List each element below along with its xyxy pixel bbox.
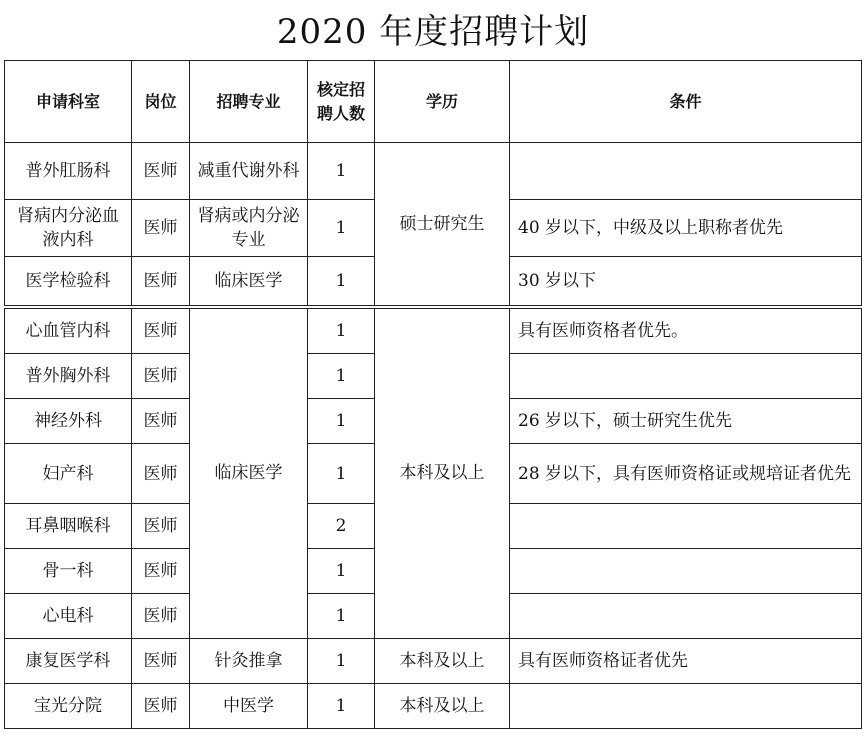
header-major: 招聘专业 bbox=[190, 61, 308, 143]
count-cell: 2 bbox=[308, 504, 375, 549]
header-post: 岗位 bbox=[132, 61, 190, 143]
header-cond: 条件 bbox=[510, 61, 862, 143]
count-cell: 1 bbox=[308, 684, 375, 729]
major-cell: 中医学 bbox=[190, 684, 308, 729]
cond-cell: 具有医师资格者优先。 bbox=[510, 307, 862, 354]
table-row bbox=[5, 684, 862, 729]
dept-cell: 心血管内科 bbox=[5, 307, 132, 354]
cond-cell: 26 岁以下，硕士研究生优先 bbox=[510, 399, 862, 444]
cond-cell bbox=[510, 684, 862, 729]
count-cell: 1 bbox=[308, 639, 375, 684]
cond-cell bbox=[510, 549, 862, 594]
table-row bbox=[5, 307, 862, 354]
major-cell: 针灸推拿 bbox=[190, 639, 308, 684]
count-cell: 1 bbox=[308, 200, 375, 257]
dept-cell: 骨一科 bbox=[5, 549, 132, 594]
page-title: 2020 年度招聘计划 bbox=[276, 12, 590, 52]
count-cell: 1 bbox=[308, 354, 375, 399]
post-cell: 医师 bbox=[132, 200, 190, 257]
post-cell: 医师 bbox=[132, 354, 190, 399]
dept-cell: 康复医学科 bbox=[5, 639, 132, 684]
post-cell: 医师 bbox=[132, 639, 190, 684]
edu-cell-bachelor: 本科及以上 bbox=[375, 307, 510, 639]
cond-cell: 30 岁以下 bbox=[510, 257, 862, 307]
dept-cell: 耳鼻咽喉科 bbox=[5, 504, 132, 549]
count-cell: 1 bbox=[308, 444, 375, 504]
header-dept: 申请科室 bbox=[5, 61, 132, 143]
major-cell-clinical: 临床医学 bbox=[190, 307, 308, 639]
edu-cell: 本科及以上 bbox=[375, 684, 510, 729]
cond-cell bbox=[510, 143, 862, 200]
count-cell: 1 bbox=[308, 594, 375, 639]
major-cell: 临床医学 bbox=[190, 257, 308, 307]
cond-cell bbox=[510, 504, 862, 549]
dept-cell: 普外胸外科 bbox=[5, 354, 132, 399]
post-cell: 医师 bbox=[132, 307, 190, 354]
major-cell: 肾病或内分泌专业 bbox=[190, 200, 308, 257]
cond-cell: 40 岁以下，中级及以上职称者优先 bbox=[510, 200, 862, 257]
count-cell: 1 bbox=[308, 307, 375, 354]
dept-cell: 肾病内分泌血液内科 bbox=[5, 200, 132, 257]
dept-cell: 宝光分院 bbox=[5, 684, 132, 729]
dept-cell: 妇产科 bbox=[5, 444, 132, 504]
post-cell: 医师 bbox=[132, 594, 190, 639]
dept-cell: 医学检验科 bbox=[5, 257, 132, 307]
dept-cell: 心电科 bbox=[5, 594, 132, 639]
header-count: 核定招聘人数 bbox=[308, 61, 375, 143]
post-cell: 医师 bbox=[132, 504, 190, 549]
post-cell: 医师 bbox=[132, 549, 190, 594]
post-cell: 医师 bbox=[132, 143, 190, 200]
recruitment-table bbox=[4, 60, 862, 729]
cond-cell bbox=[510, 354, 862, 399]
table-row bbox=[5, 639, 862, 684]
cond-cell bbox=[510, 594, 862, 639]
edu-cell: 本科及以上 bbox=[375, 639, 510, 684]
dept-cell: 普外肛肠科 bbox=[5, 143, 132, 200]
major-cell: 减重代谢外科 bbox=[190, 143, 308, 200]
table-row bbox=[5, 143, 862, 200]
header-edu: 学历 bbox=[375, 61, 510, 143]
count-cell: 1 bbox=[308, 143, 375, 200]
dept-cell: 神经外科 bbox=[5, 399, 132, 444]
post-cell: 医师 bbox=[132, 399, 190, 444]
header-row bbox=[5, 61, 862, 143]
cond-cell: 28 岁以下，具有医师资格证或规培证者优先 bbox=[510, 444, 862, 504]
post-cell: 医师 bbox=[132, 684, 190, 729]
post-cell: 医师 bbox=[132, 257, 190, 307]
cond-cell: 具有医师资格证者优先 bbox=[510, 639, 862, 684]
count-cell: 1 bbox=[308, 549, 375, 594]
edu-cell-master: 硕士研究生 bbox=[375, 143, 510, 307]
post-cell: 医师 bbox=[132, 444, 190, 504]
count-cell: 1 bbox=[308, 257, 375, 307]
count-cell: 1 bbox=[308, 399, 375, 444]
